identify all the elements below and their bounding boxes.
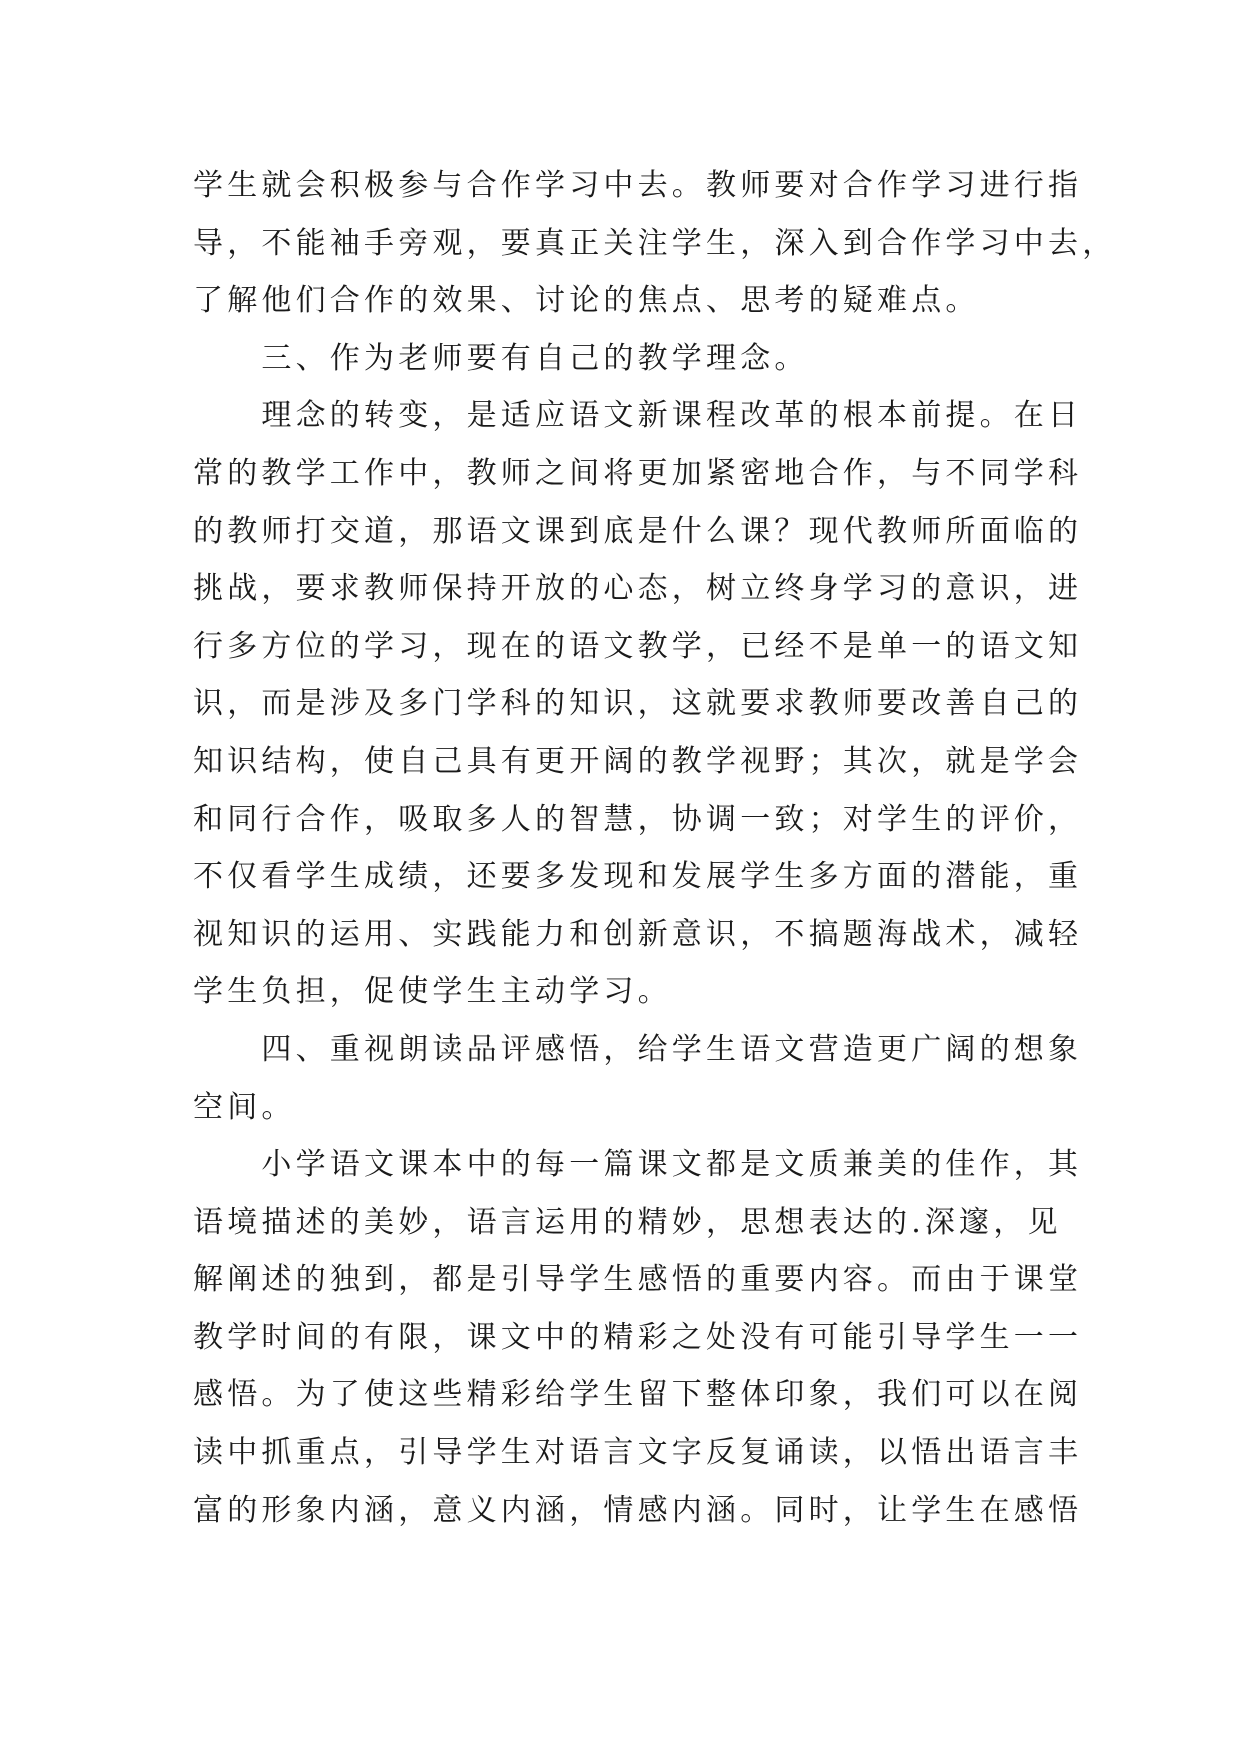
text-line: 识，而是涉及多门学科的知识，这就要求教师要改善自己的 [193, 686, 1083, 722]
text-line: 挑战，要求教师保持开放的心态，树立终身学习的意识，进 [193, 571, 1083, 607]
text-line: 语境描述的美妙，语言运用的精妙，思想表达的.深邃，见 [193, 1204, 1062, 1240]
text-line: 读中抓重点，引导学生对语言文字反复诵读，以悟出语言丰 [193, 1435, 1083, 1471]
text-line: 常的教学工作中，教师之间将更加紧密地合作，与不同学科 [193, 455, 1083, 491]
text-line: 了解他们合作的效果、讨论的焦点、思考的疑难点。 [193, 283, 980, 319]
document-body [193, 157, 1117, 1539]
text-line: 富的形象内涵，意义内涵，情感内涵。同时，让学生在感悟 [193, 1492, 1083, 1528]
section-heading-4-cont: 空间。 [193, 1089, 296, 1125]
text-line: 学生负担，促使学生主动学习。 [193, 974, 672, 1010]
text-line: 小学语文课本中的每一篇课文都是文质兼美的佳作，其 [193, 1147, 1083, 1183]
text-line: 和同行合作，吸取多人的智慧，协调一致；对学生的评价， [193, 801, 1083, 837]
text-line: 教学时间的有限，课文中的精彩之处没有可能引导学生一一 [193, 1319, 1083, 1355]
text-line: 导，不能袖手旁观，要真正关注学生，深入到合作学习中去， [193, 225, 1117, 261]
text-line: 感悟。为了使这些精彩给学生留下整体印象，我们可以在阅 [193, 1377, 1083, 1413]
section-heading-3: 三、作为老师要有自己的教学理念。 [193, 340, 809, 376]
section-heading-4: 四、重视朗读品评感悟，给学生语文营造更广阔的想象 [193, 1031, 1083, 1067]
text-line: 的教师打交道，那语文课到底是什么课？现代教师所面临的 [193, 513, 1083, 549]
text-line: 知识结构，使自己具有更开阔的教学视野；其次，就是学会 [193, 743, 1083, 779]
text-line: 视知识的运用、实践能力和创新意识，不搞题海战术，减轻 [193, 916, 1083, 952]
text-line: 学生就会积极参与合作学习中去。教师要对合作学习进行指 [193, 168, 1083, 203]
text-line: 不仅看学生成绩，还要多发现和发展学生多方面的潜能，重 [193, 859, 1083, 895]
text-line: 理念的转变，是适应语文新课程改革的根本前提。在日 [193, 398, 1083, 434]
text-line: 解阐述的独到，都是引导学生感悟的重要内容。而由于课堂 [193, 1262, 1083, 1298]
text-line: 行多方位的学习，现在的语文教学，已经不是单一的语文知 [193, 628, 1083, 664]
